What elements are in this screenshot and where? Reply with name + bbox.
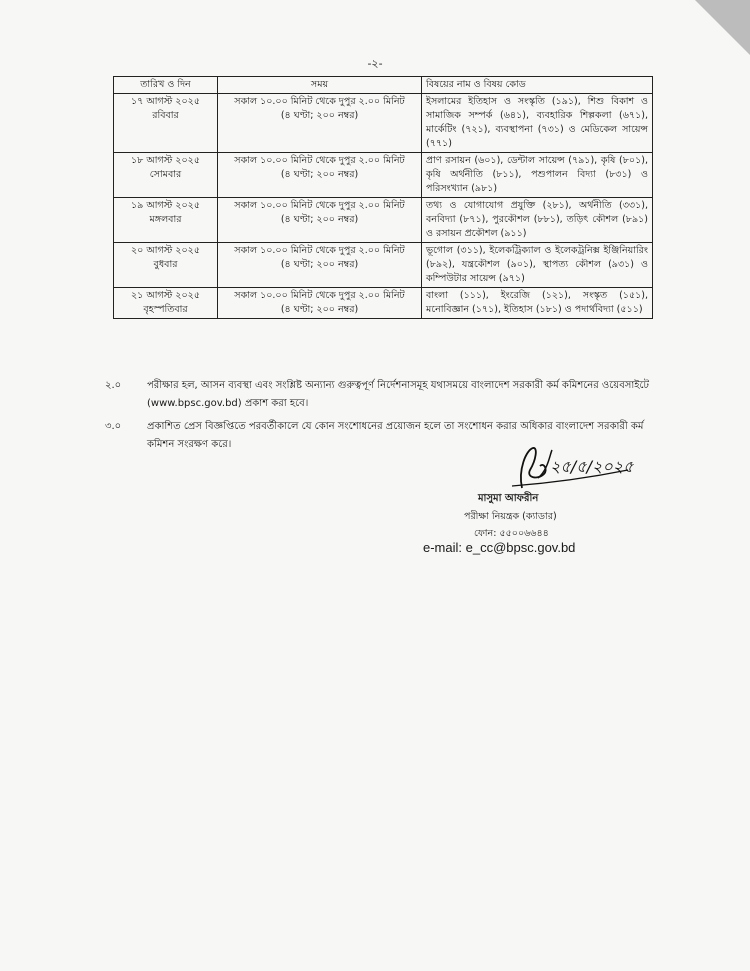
subjects-cell: তথ্য ও যোগাযোগ প্রযুক্তি (২৮১), অর্থনীতি (৩৩১), বনবিদ্যা (৮৭১), পুরকৌশল (৮৮১), তড়িৎ কৌশল (৮৯১) ও রসায়ন প্রকৌশল (৯১১) [422,198,653,243]
signature-date: ২৫/৫/২০২৫ [550,457,634,476]
subjects-cell: ইসলামের ইতিহাস ও সংস্কৃতি (১৯১), শিশু বিকাশ ও সামাজিক সম্পর্ক (৬৪১), ব্যবহারিক শিল্পকলা (৬৭১), মার্কেটিং (৭২১), ব্যবস্থাপনা (৭৩১) ও মেডিকেল সায়েন্স (৭৭১) [422,94,653,153]
table-row [114,153,653,198]
exam-time: সকাল ১০.০০ মিনিট থেকে দুপুর ২.০০ মিনিট [234,96,405,107]
exam-duration: (৪ ঘণ্টা; ২০০ নম্বর) [280,214,359,225]
exam-date: ১৮ আগস্ট ২০২৫ [131,155,200,166]
exam-schedule-table [113,76,653,319]
header-time: সময় [218,77,422,94]
note-text: পরীক্ষার হল, আসন ব্যবস্থা এবং সংশ্লিষ্ট অন্যান্য গুরুত্বপূর্ণ নির্দেশনাসমূহ যথাসময়ে বাংলাদেশ সরকারী কর্ম কমিশনের ওয়েবসাইটে (www.bpsc.gov.bd) প্রকাশ করা হবে। [147,380,649,409]
header-subject: বিষয়ের নাম ও বিষয় কোড [422,77,653,94]
exam-date: ২০ আগস্ট ২০২৫ [130,245,201,256]
exam-date: ১৯ আগস্ট ২০২৫ [131,200,200,211]
date-cell [114,243,218,288]
time-cell [218,288,422,319]
note-number: ৩.০ [105,421,122,432]
signatory-name: মাসুমা আফরীন [478,493,539,504]
note-text: প্রকাশিত প্রেস বিজ্ঞপ্তিতে পরবর্তীকালে যে কোন সংশোধনের প্রয়োজন হলে তা সংশোধন করার অধিকার বাংলাদেশ সরকারী কর্ম কমিশন সংরক্ষণ করে। [147,421,644,450]
signature-graphic [478,440,638,495]
table-row [114,94,653,153]
time-cell [218,198,422,243]
subjects-cell: বাংলা (১১১), ইংরেজি (১২১), সংস্কৃত (১৫১), মনোবিজ্ঞান (১৭১), ইতিহাস (১৮১) ও পদার্থবিদ্যা (৫১১) [422,288,653,319]
table-row [114,198,653,243]
table-row [114,243,653,288]
note-number: ২.০ [105,380,122,391]
table-header-row [114,77,653,94]
exam-date: ১৭ আগস্ট ২০২৫ [130,96,200,107]
exam-date: ২১ আগস্ট ২০২৫ [130,290,200,301]
handwritten-signature [440,440,634,495]
page-number: -২- [367,57,383,70]
exam-duration: (৪ ঘণ্টা; ২০০ নম্বর) [280,110,359,121]
page-fold-shadow [695,0,750,55]
exam-time: সকাল ১০.০০ মিনিট থেকে দুপুর ২.০০ মিনিট [234,155,405,166]
exam-time: সকাল ১০.০০ মিনিট থেকে দুপুর ২.০০ মিনিট [234,290,405,301]
note-item [105,377,660,413]
exam-day: বৃহস্পতিবার [143,304,188,315]
subjects-cell: প্রাণ রসায়ন (৬০১), ডেন্টাল সায়েন্স (৭৯১), কৃষি (৮০১), কৃষি অর্থনীতি (৮১১), পশুপালন বিদ্যা (৮৩১) ও পরিসংখ্যান (৯৮১) [422,153,653,198]
signatory-title: পরীক্ষা নিয়ন্ত্রক (ক্যাডার) [464,511,557,522]
signatory-email: e-mail: e_cc@bpsc.gov.bd [423,540,576,555]
header-date: তারিখ ও দিন [114,77,218,94]
signatory-phone: ফোন: ৫৫০০৬৬৪৪ [474,528,549,539]
exam-day: সোমবার [149,169,182,180]
date-cell [114,198,218,243]
exam-time: সকাল ১০.০০ মিনিট থেকে দুপুর ২.০০ মিনিট [234,200,405,211]
time-cell [218,153,422,198]
subjects-cell: ভূগোল (৩১১), ইলেকট্রিক্যাল ও ইলেকট্রনিক্স ইঞ্জিনিয়ারিং (৮৯২), যন্ত্রকৌশল (৯০১), স্থাপত্য কৌশল (৯৩১) ও কম্পিউটার সায়েন্স (৯৭১) [422,243,653,288]
exam-day: রবিবার [152,110,179,121]
date-cell [114,153,218,198]
exam-duration: (৪ ঘণ্টা; ২০০ নম্বর) [280,259,359,270]
exam-day: বুধবার [153,259,178,270]
table-row [114,288,653,319]
time-cell [218,243,422,288]
exam-duration: (৪ ঘণ্টা; ২০০ নম্বর) [280,169,359,180]
exam-time: সকাল ১০.০০ মিনিট থেকে দুপুর ২.০০ মিনিট [234,245,405,256]
date-cell [114,94,218,153]
time-cell [218,94,422,153]
exam-day: মঙ্গলবার [149,214,182,225]
exam-duration: (৪ ঘণ্টা; ২০০ নম্বর) [280,304,359,315]
date-cell [114,288,218,319]
